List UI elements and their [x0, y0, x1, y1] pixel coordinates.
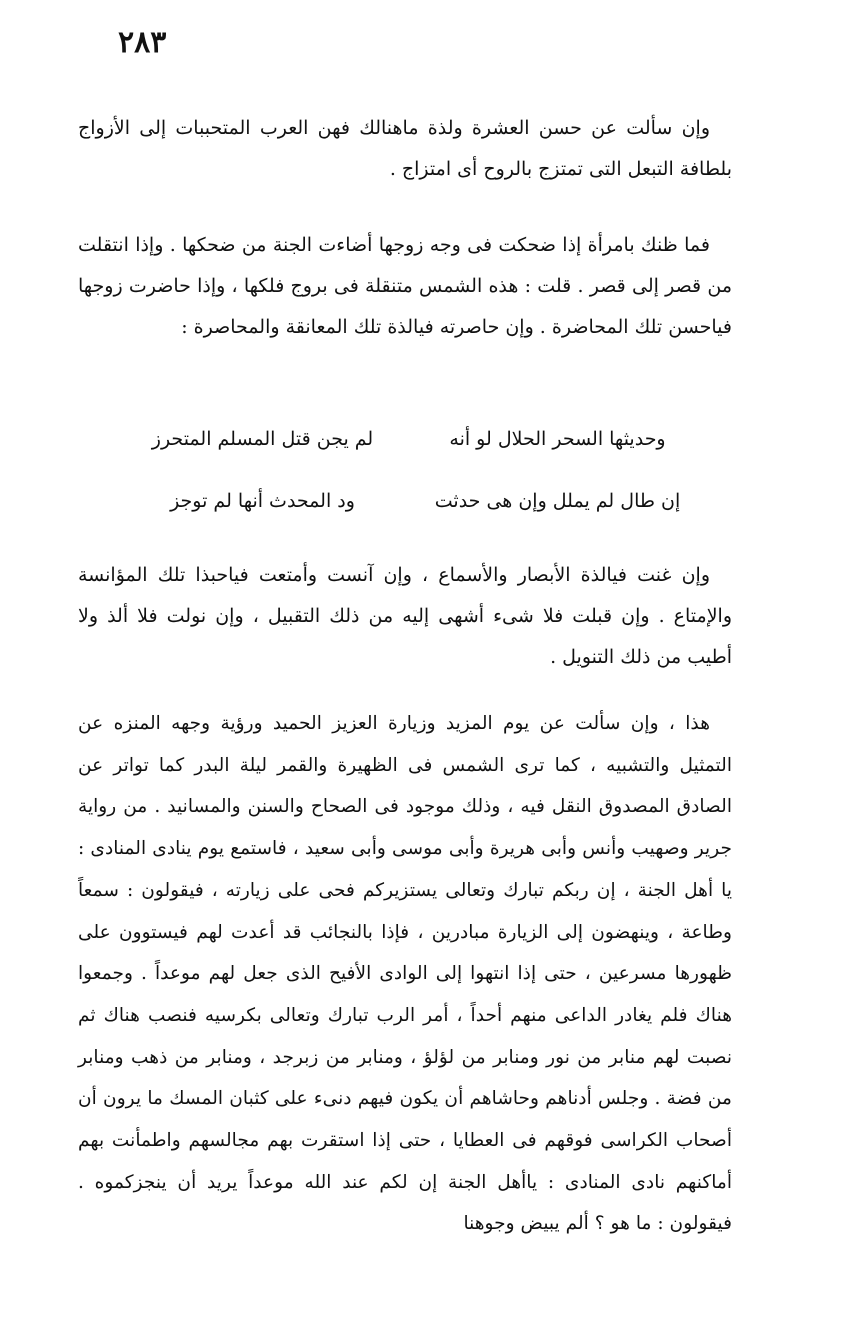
paragraph-text: وإن غنت فيالذة الأبصار والأسماع ، وإن آنست وأمتعت فياحبذا تلك المؤانسة والإمتاع . وإن قبلت فلا شىء أشهى إليه من ذلك التقبيل ، وإن نولت فلا ألذ ولا أطيب من ذلك التنويل .: [78, 564, 732, 668]
paragraph-singing-companionship: [78, 555, 732, 678]
paragraph-text: فما ظنك بامرأة إذا ضحكت فى وجه زوجها أضاءت الجنة من ضحكها . وإذا انتقلت من قصر إلى قصر . قلت : هذه الشمس متنقلة فى بروج فلكها ، وإذا حاضرت زوجها فياحسن تلك المحاضرة . وإن حاصرته فيالذة تلك المعانقة والمحاصرة :: [78, 234, 732, 338]
paragraph-text: وإن سألت عن حسن العشرة ولذة ماهنالك فهن العرب المتحببات إلى الأزواج بلطافة التبعل التى تمتزج بالروح أى امتزاج .: [78, 117, 732, 180]
verse-line: [130, 470, 690, 532]
verse-line: [130, 408, 690, 470]
paragraph-spousal-companionship: [78, 108, 732, 190]
verse-first-hemistich: إن طال لم يملل وإن هى حدثت: [434, 490, 681, 512]
poetry-verses: [130, 408, 690, 532]
paragraph-wife-laughter: [78, 225, 732, 348]
verse-second-hemistich: ود المحدث أنها لم توجز: [170, 490, 355, 512]
verse-second-hemistich: لم يجن قتل المسلم المتحرز: [151, 428, 374, 450]
paragraph-text: هذا ، وإن سألت عن يوم المزيد وزيارة العزيز الحميد ورؤية وجهه المنزه عن التمثيل والتشبيه ، كما ترى الشمس فى الظهيرة والقمر ليلة البدر كما تواتر عن الصادق المصدوق النقل فيه ، وذلك موجود فى الصحاح والسنن والمسانيد . من رواية جرير وصهيب وأنس وأبى هريرة وأبى موسى وأبى سعيد ، فاستمع يوم ينادى المنادى : يا أهل الجنة ، إن ربكم تبارك وتعالى يستزيركم فحى على زيارته ، فيقولون : سمعاً وطاعة ، وينهضون إلى الزيارة مبادرين ، فإذا بالنجائب قد أعدت لهم فيستوون على ظهورها مسرعين ، حتى إذا انتهوا إلى الوادى الأفيح الذى جعل لهم موعداً . وجمعوا هناك فلم يغادر الداعى منهم أحداً ، أمر الرب تبارك وتعالى بكرسيه فنصب هناك ثم نصبت لهم منابر من نور ومنابر من لؤلؤ ، ومنابر من زبرجد ، ومنابر من ذهب ومنابر من فضة . وجلس أدناهم وحاشاهم أن يكون فيهم دنىء على كثبان المسك ما يرون أن أصحاب الكراسى فوقهم فى العطايا ، حتى إذا استقرت بهم مجالسهم واطمأنت بهم أماكنهم نادى المنادى : ياأهل الجنة إن لكم عند الله موعداً يريد أن ينجزكموه . فيقولون : ما هو ؟ ألم يبيض وجوهنا: [78, 713, 732, 1235]
verse-first-hemistich: وحديثها السحر الحلال لو أنه: [449, 428, 666, 450]
page-number: ٢٨٣: [118, 25, 167, 60]
paragraph-day-of-increase: [78, 703, 732, 1245]
